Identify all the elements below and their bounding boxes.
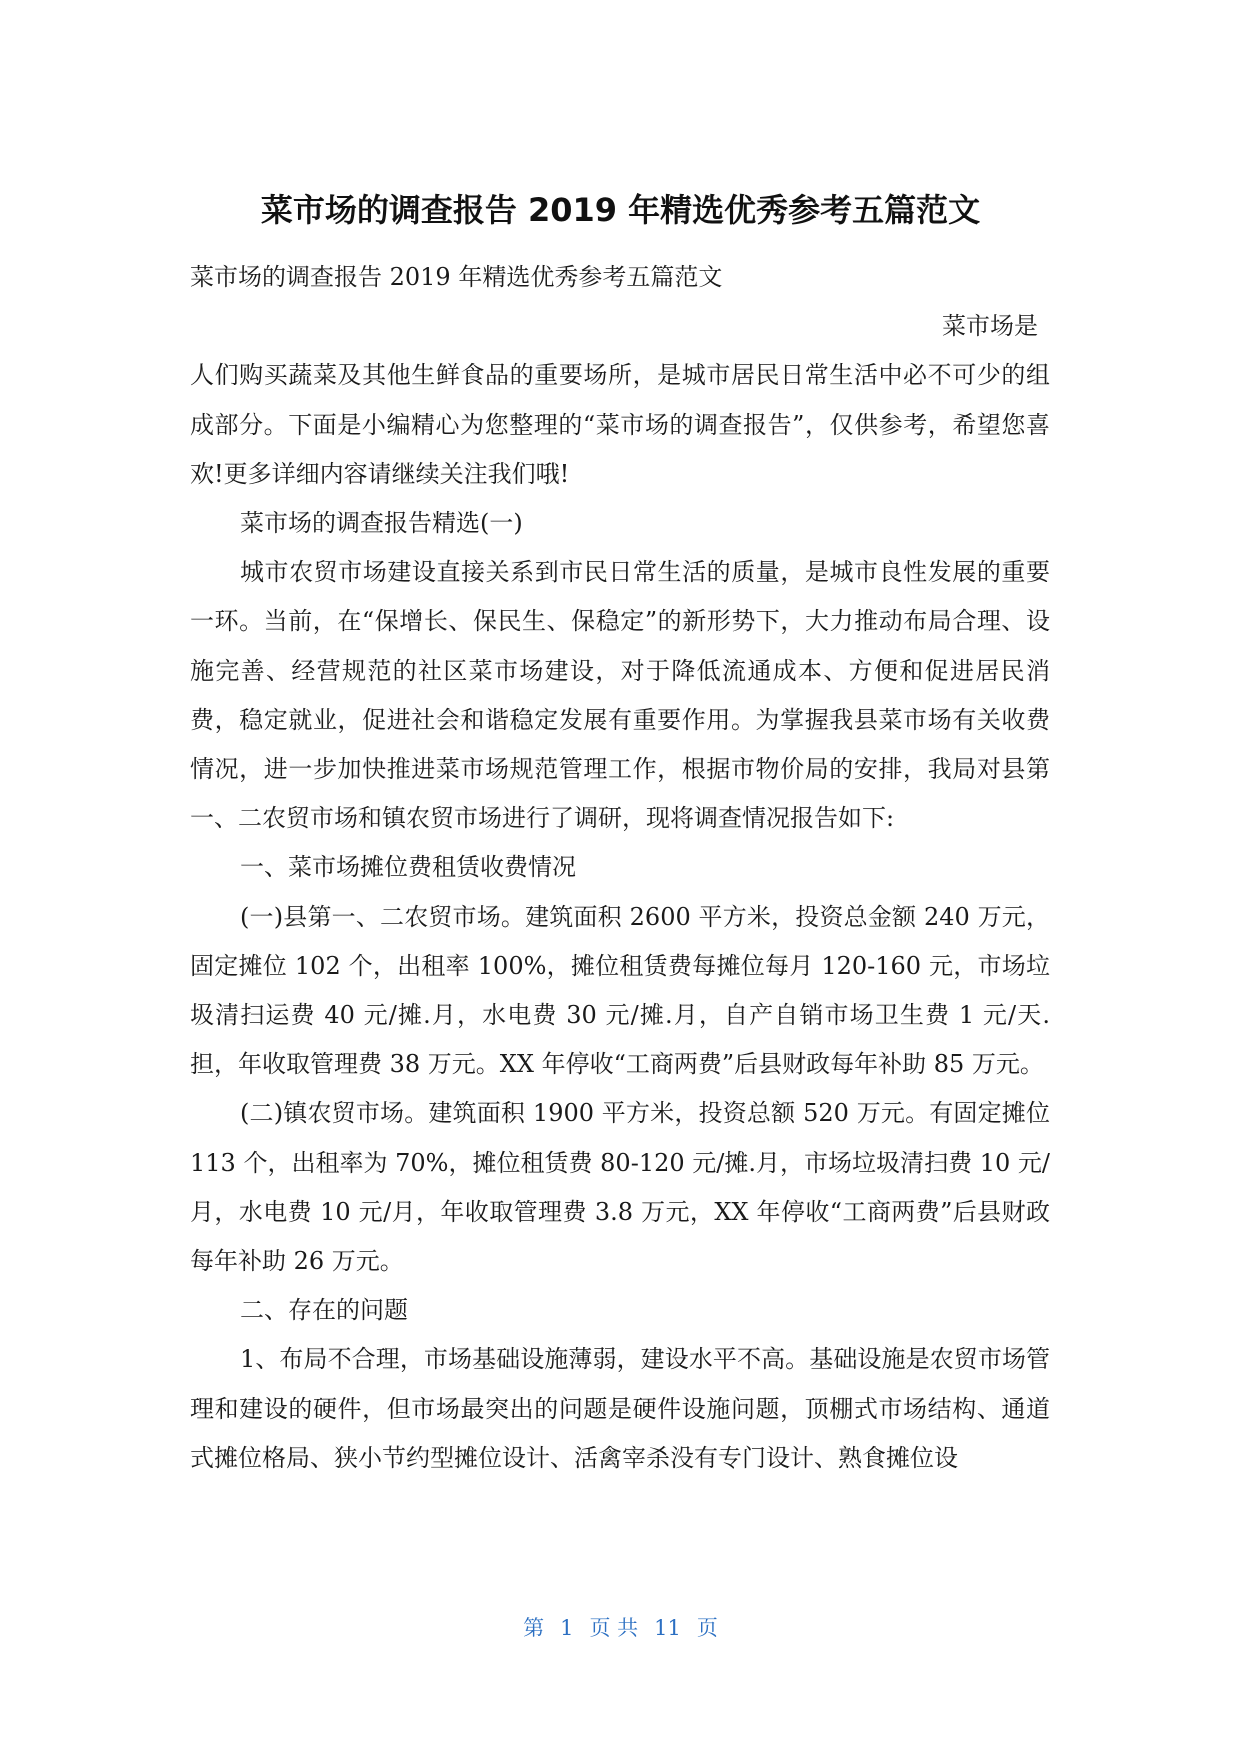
section-heading-fees: 一、菜市场摊位费租赁收费情况 — [240, 853, 576, 882]
body-paragraph-problem-1: 1、布局不合理，市场基础设施薄弱，建设水平不高。基础设施是农贸市场管理和建设的硬件，但市场最突出的问题是硬件设施问题，顶棚式市场结构、通道式摊位格局、狭小节约型摊位设计、活禽宰杀没有专门设计、熟食摊位设 — [190, 1345, 1050, 1472]
body-paragraph-county-markets: (一)县第一、二农贸市场。建筑面积 2600 平方米，投资总金额 240 万元，固定摊位 102 个，出租率 100%，摊位租赁费每摊位每月 120-160 元，市场垃圾清扫运费 40 元/摊.月，水电费 30 元/摊.月，自产自销市场卫生费 1 元/天.担，年收取管理费 38 万元。XX 年停收“工商两费”后县财政每年补助 85 万元。 — [190, 902, 1050, 1079]
footer-current-page: 1 — [560, 1616, 574, 1640]
intro-paragraph: 人们购买蔬菜及其他生鲜食品的重要场所，是城市居民日常生活中必不可少的组成部分。下面是小编精心为您整理的“菜市场的调查报告”，仅供参考，希望您喜欢!更多详细内容请继续关注我们哦! — [190, 361, 1050, 488]
section-heading-problems: 二、存在的问题 — [240, 1296, 408, 1325]
section-heading-selection-1: 菜市场的调查报告精选(一) — [240, 509, 523, 538]
page-footer — [0, 1612, 1241, 1642]
footer-label-suffix: 页 — [696, 1616, 718, 1640]
subtitle-paragraph: 菜市场的调查报告 2019 年精选优秀参考五篇范文 — [190, 263, 723, 291]
body-paragraph-background: 城市农贸市场建设直接关系到市民日常生活的质量，是城市良性发展的重要一环。当前，在“保增长、保民生、保稳定”的新形势下，大力推动布局合理、设施完善、经营规范的社区菜市场建设，对于降低流通成本、方便和促进居民消费，稳定就业，促进社会和谐稳定发展有重要作用。为掌握我县菜市场有关收费情况，进一步加快推进菜市场规范管理工作，根据市物价局的安排，我局对县第一、二农贸市场和镇农贸市场进行了调研，现将调查情况报告如下: — [190, 558, 1050, 833]
footer-label-total: 页 共 — [589, 1616, 639, 1640]
document-body — [190, 253, 1050, 1483]
document-title: 菜市场的调查报告 2019 年精选优秀参考五篇范文 — [260, 191, 981, 229]
body-paragraph-town-market: (二)镇农贸市场。建筑面积 1900 平方米，投资总额 520 万元。有固定摊位 113 个，出租率为 70%，摊位租赁费 80-120 元/摊.月，市场垃圾清扫费 10 元/月，水电费 10 元/月，年收取管理费 3.8 万元，XX 年停收“工商两费”后县财政每年补助 26 万元。 — [190, 1099, 1050, 1276]
intro-lead-line: 菜市场是 — [942, 312, 1038, 341]
footer-total-pages: 11 — [654, 1616, 681, 1640]
footer-label-page: 第 — [523, 1616, 545, 1640]
